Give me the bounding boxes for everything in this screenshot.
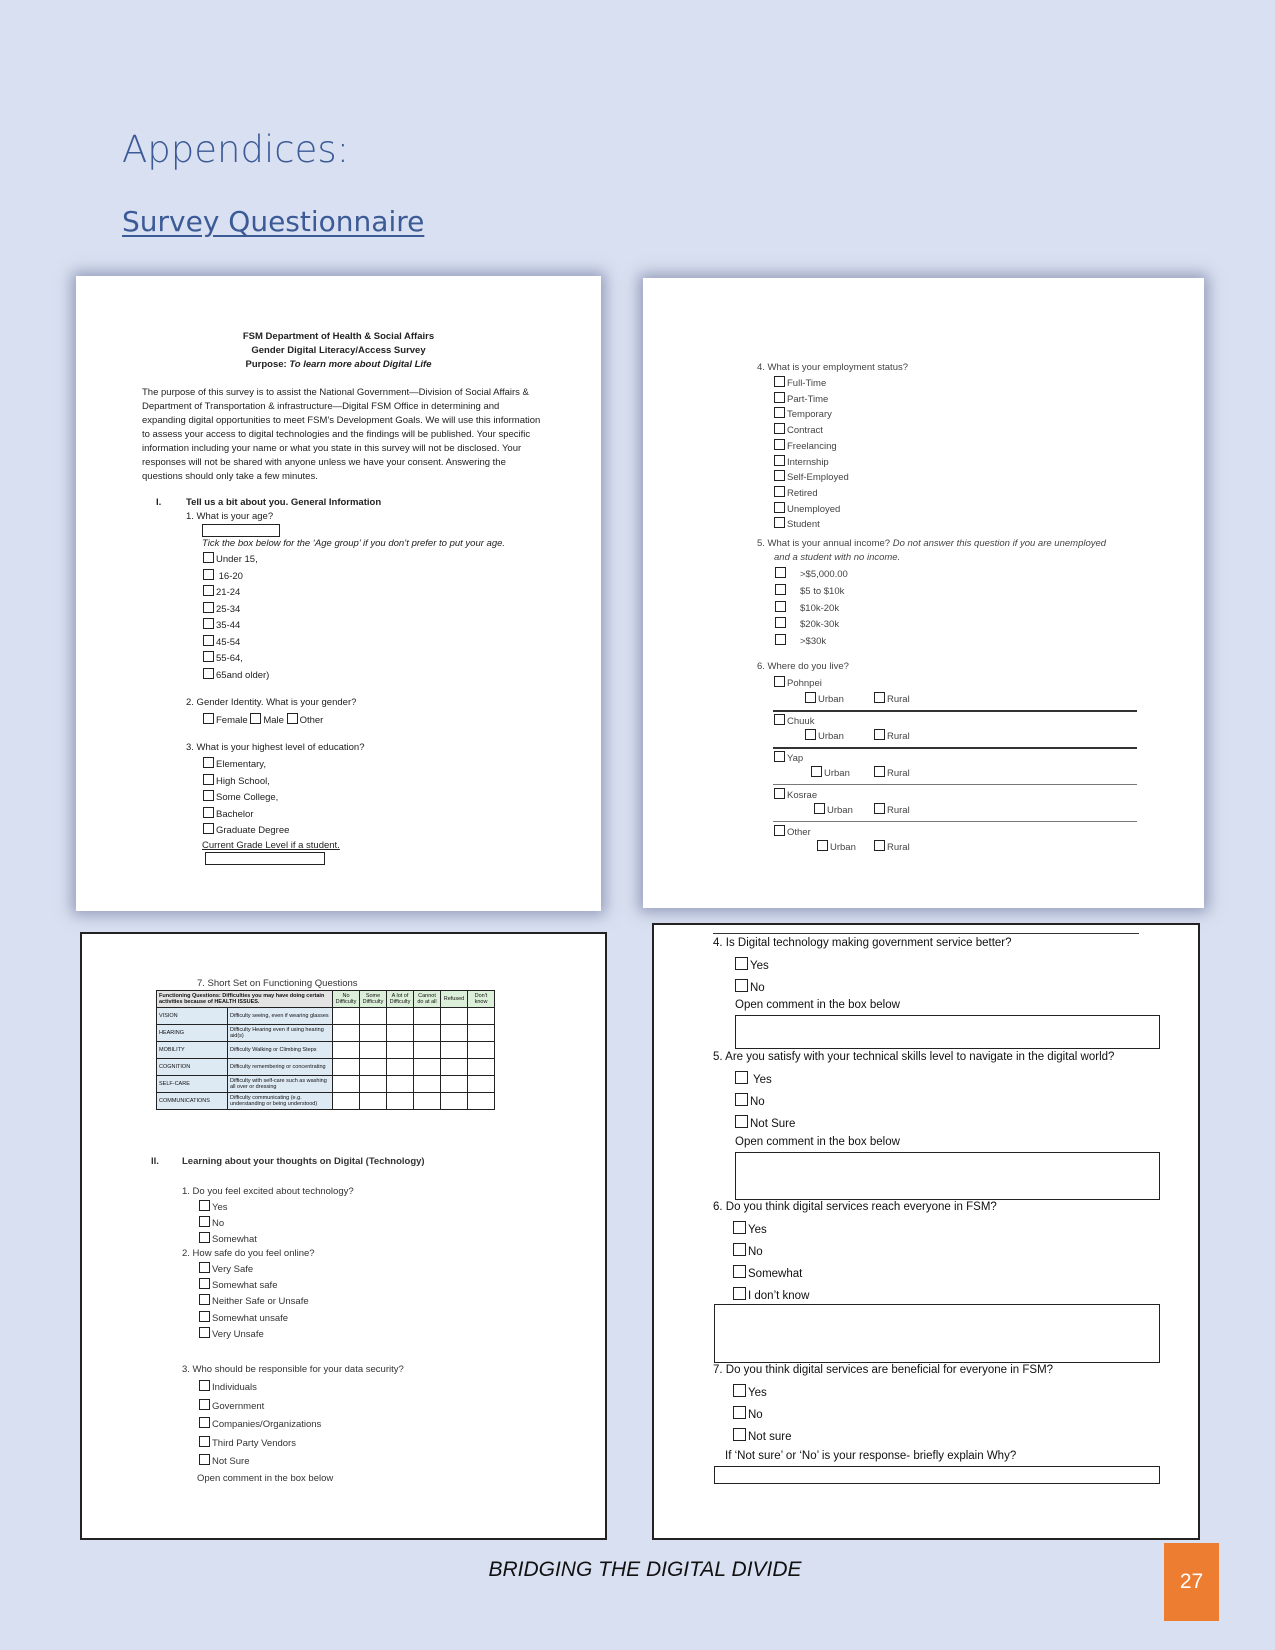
answer-cell[interactable] <box>360 1059 387 1076</box>
q2-option[interactable]: Somewhat safe <box>199 1278 309 1294</box>
checkbox[interactable] <box>203 790 214 801</box>
checkbox[interactable] <box>733 1221 746 1234</box>
other-urban[interactable]: Urban <box>817 840 856 853</box>
survey-page-3 <box>80 932 607 1540</box>
table-row <box>157 1076 495 1093</box>
answer-cell[interactable] <box>333 1059 360 1076</box>
age-option[interactable]: 16-20 <box>203 569 269 586</box>
comment-label: Open comment in the box below <box>197 1473 334 1484</box>
q6-options <box>733 1219 809 1307</box>
checkbox[interactable] <box>874 729 885 740</box>
row-domain: COGNITION <box>157 1059 228 1076</box>
table-row <box>157 1093 495 1110</box>
row-domain: VISION <box>157 1008 228 1025</box>
comment-box-q5[interactable] <box>735 1152 1160 1200</box>
divider <box>773 710 1137 712</box>
answer-cell[interactable] <box>441 1059 468 1076</box>
checkbox[interactable] <box>735 1071 748 1084</box>
checkbox[interactable] <box>733 1406 746 1419</box>
survey-title: Gender Digital Literacy/Access Survey <box>251 345 426 356</box>
age-option[interactable]: 25-34 <box>203 602 269 619</box>
checkbox[interactable] <box>203 618 214 629</box>
row-description: Difficulty remembering or concentrating <box>228 1059 333 1076</box>
checkbox[interactable] <box>203 807 214 818</box>
answer-cell[interactable] <box>387 1025 414 1042</box>
income-option[interactable]: >$30k <box>775 634 848 651</box>
q4-option[interactable]: Yes <box>735 955 769 977</box>
state-kosrae[interactable]: Kosrae <box>774 788 817 801</box>
answer-cell[interactable] <box>360 1076 387 1093</box>
checkbox[interactable] <box>203 757 214 768</box>
intro-line: expanding digital opportunities to meet FSM’s Development Goals. We will use this information <box>142 415 541 426</box>
q6-option[interactable]: No <box>733 1241 809 1263</box>
checkbox[interactable] <box>775 584 786 595</box>
explain-box-q7[interactable] <box>714 1466 1160 1484</box>
q7-option[interactable]: Not sure <box>733 1426 791 1448</box>
intro-line: information including your name or what you state in this survey will not be disclosed. Your <box>142 443 522 454</box>
yap-urban[interactable]: Urban <box>811 766 850 779</box>
checkbox[interactable] <box>203 823 214 834</box>
q4-options <box>735 955 769 999</box>
table-row <box>157 1042 495 1059</box>
employment-option[interactable]: Contract <box>774 423 849 439</box>
q6-option[interactable]: I don’t know <box>733 1285 809 1307</box>
answer-cell[interactable] <box>333 1076 360 1093</box>
chuuk-urban[interactable]: Urban <box>805 729 844 742</box>
employment-option[interactable]: Student <box>774 517 849 533</box>
answer-cell[interactable] <box>414 1059 441 1076</box>
income-option[interactable]: $10k-20k <box>775 601 848 618</box>
table-header-row <box>157 991 495 1008</box>
employment-option[interactable]: Internship <box>774 455 849 471</box>
q2-option[interactable]: Very Safe <box>199 1262 309 1278</box>
row-description: Difficulty communicating (e.g. understanding or being understood) <box>228 1093 333 1110</box>
comment-label: Open comment in the box below <box>735 999 900 1011</box>
checkbox[interactable] <box>733 1384 746 1397</box>
checkbox[interactable] <box>203 569 214 580</box>
purpose-line <box>76 359 601 370</box>
answer-cell[interactable] <box>414 1042 441 1059</box>
edu-option[interactable]: High School, <box>203 774 289 791</box>
q7-explain: If ‘Not sure’ or ‘No’ is your response- briefly explain Why? <box>725 1450 1017 1462</box>
pohnpei-rural[interactable]: Rural <box>874 692 910 705</box>
checkbox[interactable] <box>774 502 785 513</box>
checkbox[interactable] <box>199 1454 210 1465</box>
checkbox[interactable] <box>805 692 816 703</box>
answer-cell[interactable] <box>468 1076 495 1093</box>
checkbox[interactable] <box>735 979 748 992</box>
employment-option[interactable]: Unemployed <box>774 502 849 518</box>
checkbox[interactable] <box>775 567 786 578</box>
checkbox[interactable] <box>733 1243 746 1256</box>
purpose-text: To learn more about Digital Life <box>289 359 432 370</box>
q5-skills: 5. Are you satisfy with your technical skills level to navigate in the digital world? <box>713 1051 1115 1063</box>
checkbox[interactable] <box>199 1200 210 1211</box>
checkbox[interactable] <box>733 1265 746 1278</box>
divider <box>773 747 1137 749</box>
table-row <box>157 1059 495 1076</box>
checkbox[interactable] <box>774 788 785 799</box>
checkbox[interactable] <box>203 668 214 679</box>
intro-line: questions should only take a few minutes. <box>142 471 318 482</box>
checkbox[interactable] <box>774 407 785 418</box>
checkbox[interactable] <box>199 1278 210 1289</box>
checkbox[interactable] <box>874 803 885 814</box>
q5-option[interactable]: Yes <box>735 1069 795 1091</box>
employment-options <box>774 376 849 533</box>
q6-option[interactable]: Yes <box>733 1219 809 1241</box>
intro-line: Department of Transportation & infrastructure—Digital FSM Office in determining and <box>142 401 500 412</box>
page-heading: Appendices: <box>122 128 350 171</box>
q4-option[interactable]: No <box>735 977 769 999</box>
answer-cell[interactable] <box>360 1093 387 1110</box>
q4-government: 4. Is Digital technology making government service better? <box>713 937 1012 949</box>
answer-cell[interactable] <box>387 1042 414 1059</box>
intro-line: The purpose of this survey is to assist the National Government—Division of Social Affairs & <box>142 387 529 398</box>
column-header: Some Difficulty <box>360 991 387 1008</box>
gender-options: Female Male Other <box>203 713 323 726</box>
edu-option[interactable]: Some College, <box>203 790 289 807</box>
footer-title: BRIDGING THE DIGITAL DIVIDE <box>488 1558 802 1581</box>
functioning-table <box>156 990 495 1110</box>
q5-income-cont: and a student with no income. <box>774 552 901 563</box>
answer-cell[interactable] <box>333 1093 360 1110</box>
checkbox[interactable] <box>203 585 214 596</box>
q3-options <box>199 1379 321 1472</box>
state-other[interactable]: Other <box>774 825 811 838</box>
top-rule <box>713 933 1139 934</box>
q3-option[interactable]: Individuals <box>199 1379 321 1398</box>
q3-education: 3. What is your highest level of education? <box>186 742 365 753</box>
answer-cell[interactable] <box>387 1093 414 1110</box>
checkbox[interactable] <box>733 1428 746 1441</box>
q3-data-security: 3. Who should be responsible for your data security? <box>182 1364 404 1375</box>
row-description: Difficulty with self-care such as washing all over or dressing <box>228 1076 333 1093</box>
checkbox[interactable] <box>774 517 785 528</box>
income-option[interactable]: $5 to $10k <box>775 584 848 601</box>
q2-options <box>199 1262 309 1343</box>
grade-input[interactable] <box>205 852 325 865</box>
q2-gender: 2. Gender Identity. What is your gender? <box>186 697 357 708</box>
employment-option[interactable]: Freelancing <box>774 439 849 455</box>
q2-option[interactable]: Neither Safe or Unsafe <box>199 1294 309 1310</box>
answer-cell[interactable] <box>468 1093 495 1110</box>
state-chuuk[interactable]: Chuuk <box>774 714 814 727</box>
checkbox[interactable] <box>203 552 214 563</box>
checkbox[interactable] <box>199 1262 210 1273</box>
answer-cell[interactable] <box>387 1076 414 1093</box>
q5-income: 5. What is your annual income? Do not answer this question if you are unemployed <box>757 538 1107 549</box>
q7-option[interactable]: No <box>733 1404 791 1426</box>
edu-options <box>203 757 289 840</box>
checkbox[interactable] <box>874 840 885 851</box>
q7-functioning: 7. Short Set on Functioning Questions <box>197 978 358 989</box>
age-input[interactable] <box>202 524 280 537</box>
section-number: I. <box>156 497 162 508</box>
other-rural[interactable]: Rural <box>874 840 910 853</box>
q1-excited: 1. Do you feel excited about technology? <box>182 1186 354 1197</box>
employment-option[interactable]: Retired <box>774 486 849 502</box>
purpose-label: Purpose: <box>245 359 287 370</box>
intro-paragraph <box>142 386 540 484</box>
checkbox[interactable] <box>774 751 785 762</box>
edu-option[interactable]: Graduate Degree <box>203 823 289 840</box>
q3-option[interactable]: Third Party Vendors <box>199 1435 321 1454</box>
answer-cell[interactable] <box>333 1008 360 1025</box>
checkbox[interactable] <box>199 1417 210 1428</box>
checkbox[interactable] <box>199 1311 210 1322</box>
answer-cell[interactable] <box>441 1093 468 1110</box>
section-title: Learning about your thoughts on Digital (Technology) <box>182 1156 425 1167</box>
answer-cell[interactable] <box>387 1059 414 1076</box>
answer-cell[interactable] <box>468 1042 495 1059</box>
q5-options <box>735 1069 795 1135</box>
row-description: Difficulty Walking or Climbing Steps <box>228 1042 333 1059</box>
checkbox[interactable] <box>199 1294 210 1305</box>
employment-option[interactable]: Part-Time <box>774 392 849 408</box>
row-domain: MOBILITY <box>157 1042 228 1059</box>
chuuk-rural[interactable]: Rural <box>874 729 910 742</box>
intro-line: to assess your access to digital technologies and the findings will be published. Your specific <box>142 429 531 440</box>
q2-option[interactable]: Somewhat unsafe <box>199 1311 309 1327</box>
grade-label: Current Grade Level if a student. <box>202 840 340 851</box>
checkbox[interactable] <box>199 1327 210 1338</box>
column-header: Cannot do at all <box>414 991 441 1008</box>
q7-options <box>733 1382 791 1448</box>
org-title: FSM Department of Health & Social Affairs <box>242 331 435 342</box>
checkbox[interactable] <box>199 1380 210 1391</box>
answer-cell[interactable] <box>441 1042 468 1059</box>
answer-cell[interactable] <box>333 1025 360 1042</box>
state-yap[interactable]: Yap <box>774 751 803 764</box>
answer-cell[interactable] <box>414 1076 441 1093</box>
column-header: No Difficulty <box>333 991 360 1008</box>
checkbox[interactable] <box>735 1115 748 1128</box>
column-header: A lot of Difficulty <box>387 991 414 1008</box>
kosrae-rural[interactable]: Rural <box>874 803 910 816</box>
q4-employment: 4. What is your employment status? <box>757 362 909 373</box>
checkbox[interactable] <box>774 423 785 434</box>
column-header: Refused <box>441 991 468 1008</box>
employment-option[interactable]: Self-Employed <box>774 470 849 486</box>
checkbox[interactable] <box>774 714 785 725</box>
answer-cell[interactable] <box>441 1076 468 1093</box>
checkbox[interactable] <box>774 676 785 687</box>
table-header-cell: Functioning Questions: Difficulties you may have doing certain activities because of HEALTH ISSUES. <box>157 991 333 1008</box>
checkbox[interactable] <box>874 766 885 777</box>
row-domain: HEARING <box>157 1025 228 1042</box>
checkbox[interactable] <box>775 617 786 628</box>
yap-rural[interactable]: Rural <box>874 766 910 779</box>
comment-box-q4[interactable] <box>735 1015 1160 1049</box>
checkbox[interactable] <box>735 1093 748 1106</box>
checkbox[interactable] <box>199 1216 210 1227</box>
checkbox[interactable] <box>817 840 828 851</box>
survey-page-4 <box>652 923 1200 1540</box>
column-header: Don't know <box>468 991 495 1008</box>
q1-option[interactable]: Yes <box>199 1200 257 1216</box>
checkbox[interactable] <box>774 825 785 836</box>
age-option[interactable]: Under 15, <box>203 552 269 569</box>
checkbox[interactable] <box>775 634 786 645</box>
answer-cell[interactable] <box>468 1025 495 1042</box>
checkbox[interactable] <box>774 455 785 466</box>
row-description: Difficulty seeing, even if wearing glasses <box>228 1008 333 1025</box>
checkbox[interactable] <box>811 766 822 777</box>
survey-page-1 <box>76 276 601 911</box>
answer-cell[interactable] <box>441 1008 468 1025</box>
checkbox[interactable] <box>874 692 885 703</box>
answer-cell[interactable] <box>414 1025 441 1042</box>
employment-option[interactable]: Full-Time <box>774 376 849 392</box>
comment-label: Open comment in the box below <box>735 1136 900 1148</box>
checkbox[interactable] <box>199 1436 210 1447</box>
q3-option[interactable]: Government <box>199 1398 321 1417</box>
pohnpei-urban[interactable]: Urban <box>805 692 844 705</box>
checkbox[interactable] <box>805 729 816 740</box>
checkbox[interactable] <box>203 713 214 724</box>
income-option[interactable]: >$5,000.00 <box>775 567 848 584</box>
edu-option[interactable]: Bachelor <box>203 807 289 824</box>
checkbox[interactable] <box>814 803 825 814</box>
age-option[interactable]: 35-44 <box>203 618 269 635</box>
checkbox[interactable] <box>203 602 214 613</box>
checkbox[interactable] <box>199 1232 210 1243</box>
row-description: Difficulty Hearing even if using hearing aid(s) <box>228 1025 333 1042</box>
answer-cell[interactable] <box>360 1025 387 1042</box>
answer-cell[interactable] <box>468 1059 495 1076</box>
answer-cell[interactable] <box>333 1042 360 1059</box>
income-options <box>775 567 848 651</box>
section-number: II. <box>151 1156 159 1167</box>
row-domain: COMMUNICATIONS <box>157 1093 228 1110</box>
state-pohnpei[interactable]: Pohnpei <box>774 676 822 689</box>
answer-cell[interactable] <box>387 1008 414 1025</box>
page-number-badge: 27 <box>1164 1543 1219 1621</box>
age-option[interactable]: 21-24 <box>203 585 269 602</box>
checkbox[interactable] <box>774 392 785 403</box>
q3-option[interactable]: Companies/Organizations <box>199 1416 321 1435</box>
q7-option[interactable]: Yes <box>733 1382 791 1404</box>
q2-safe: 2. How safe do you feel online? <box>182 1248 315 1259</box>
checkbox[interactable] <box>774 376 785 387</box>
section-title: Tell us a bit about you. General Information <box>186 497 382 508</box>
q5-option[interactable]: Not Sure <box>735 1113 795 1135</box>
income-option[interactable]: $20k-30k <box>775 617 848 634</box>
table-row <box>157 1025 495 1042</box>
age-option[interactable]: 65and older) <box>203 668 269 685</box>
checkbox[interactable] <box>735 957 748 970</box>
q6-option[interactable]: Somewhat <box>733 1263 809 1285</box>
q5-option[interactable]: No <box>735 1091 795 1113</box>
q1-age: 1. What is your age? <box>186 511 274 522</box>
age-options <box>203 552 269 684</box>
q6-location: 6. Where do you live? <box>757 661 849 672</box>
answer-cell[interactable] <box>441 1025 468 1042</box>
checkbox[interactable] <box>203 635 214 646</box>
intro-line: responses will not be shared with anyone unless we have your consent. Answering the <box>142 457 506 468</box>
q1-option[interactable]: No <box>199 1216 257 1232</box>
checkbox[interactable] <box>733 1287 746 1300</box>
comment-box-q6[interactable] <box>714 1304 1160 1363</box>
table-row <box>157 1008 495 1025</box>
q3-option[interactable]: Not Sure <box>199 1453 321 1472</box>
checkbox[interactable] <box>774 439 785 450</box>
age-option[interactable]: 55-64, <box>203 651 269 668</box>
q1-options <box>199 1200 257 1248</box>
divider <box>773 821 1137 822</box>
edu-option[interactable]: Elementary, <box>203 757 289 774</box>
survey-page-2 <box>643 278 1204 908</box>
checkbox[interactable] <box>775 601 786 612</box>
row-domain: SELF-CARE <box>157 1076 228 1093</box>
q7-beneficial: 7. Do you think digital services are beneficial for everyone in FSM? <box>713 1364 1054 1376</box>
employment-option[interactable]: Temporary <box>774 407 849 423</box>
age-option[interactable]: 45-54 <box>203 635 269 652</box>
q6-reach: 6. Do you think digital services reach everyone in FSM? <box>713 1201 997 1213</box>
divider <box>773 784 1137 785</box>
page-subheading: Survey Questionnaire <box>122 205 425 238</box>
checkbox[interactable] <box>774 486 785 497</box>
answer-cell[interactable] <box>468 1008 495 1025</box>
answer-cell[interactable] <box>414 1093 441 1110</box>
checkbox[interactable] <box>774 470 785 481</box>
kosrae-urban[interactable]: Urban <box>814 803 853 816</box>
answer-cell[interactable] <box>414 1008 441 1025</box>
q1-option[interactable]: Somewhat <box>199 1232 257 1248</box>
checkbox[interactable] <box>203 774 214 785</box>
q2-option[interactable]: Very Unsafe <box>199 1327 309 1343</box>
answer-cell[interactable] <box>360 1042 387 1059</box>
checkbox[interactable] <box>199 1399 210 1410</box>
q1-hint: Tick the box below for the ‘Age group’ if you don’t prefer to put your age. <box>202 538 506 549</box>
answer-cell[interactable] <box>360 1008 387 1025</box>
checkbox[interactable] <box>250 713 261 724</box>
checkbox[interactable] <box>203 651 214 662</box>
checkbox[interactable] <box>287 713 298 724</box>
